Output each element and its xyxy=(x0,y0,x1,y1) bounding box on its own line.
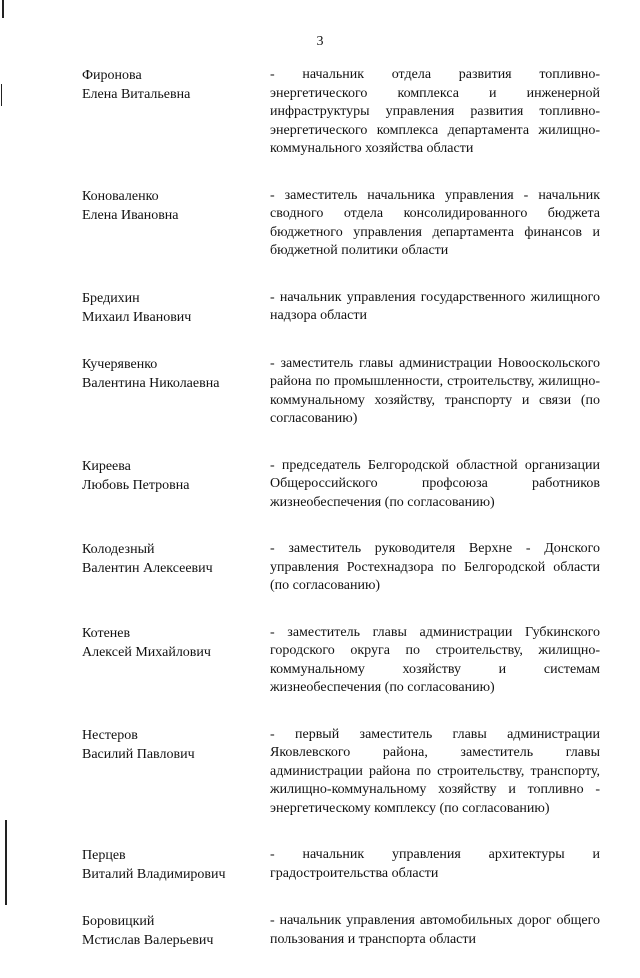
member-given-name: Виталий Владимирович xyxy=(82,867,226,882)
page-number: 3 xyxy=(316,34,324,49)
member-name xyxy=(82,457,270,513)
member-entry xyxy=(82,912,602,950)
member-surname: Кучерявенко xyxy=(82,356,158,372)
member-role: - начальник управления автомобильных дорог общего пользования и транспорта области xyxy=(270,913,600,947)
member-given-name: Елена Витальевна xyxy=(82,87,191,102)
member-surname: Коноваленко xyxy=(82,188,159,204)
member-name xyxy=(82,624,270,698)
scan-edge-mark xyxy=(2,0,4,18)
member-surname: Бредихин xyxy=(82,290,140,306)
member-role: - заместитель главы администрации Губкинского городского округа по строительству, жилищно-коммунальному хозяйству и системам жизнеобеспечения (по согласованию) xyxy=(270,624,600,695)
member-given-name: Елена Ивановна xyxy=(82,207,179,223)
member-name xyxy=(82,289,270,327)
member-surname: Боровицкий xyxy=(82,914,155,929)
member-entry xyxy=(82,624,602,698)
member-entry xyxy=(82,726,602,819)
member-name xyxy=(82,187,270,261)
member-entry xyxy=(82,846,602,884)
member-name xyxy=(82,66,270,159)
member-surname: Колодезный xyxy=(82,542,155,557)
member-name xyxy=(82,846,270,884)
member-entry xyxy=(82,457,602,513)
scan-edge-mark xyxy=(5,820,7,905)
member-surname: Нестеров xyxy=(82,727,138,743)
member-role: - начальник управления архитектуры и градостроительства области xyxy=(270,847,600,881)
member-given-name: Василий Павлович xyxy=(82,746,195,762)
scan-edge-mark xyxy=(1,84,2,106)
member-entry xyxy=(82,540,602,596)
member-list xyxy=(82,66,602,978)
member-role: - начальник управления государственного жилищного надзора области xyxy=(270,289,600,323)
member-surname: Перцев xyxy=(82,848,126,863)
member-given-name: Валентина Николаевна xyxy=(82,375,220,391)
member-given-name: Валентин Алексеевич xyxy=(82,561,213,576)
member-role: - первый заместитель главы администрации Яковлевского района, заместитель главы администрации района по строительству, транспорту, жилищно-коммунальному хозяйству и топливно - энергетическому комплексу (по согласованию) xyxy=(270,726,600,816)
member-role: - начальник отдела развития топливно-энергетического комплекса и инженерной инфраструктуры управления развития топливно-энергетического комплекса департамента жилищно-коммунального хозяйства области xyxy=(270,67,600,156)
member-given-name: Мстислав Валерьевич xyxy=(82,933,214,948)
member-role: - заместитель начальника управления - начальник сводного отдела консолидированного бюджета бюджетного управления департамента финансов и бюджетной политики области xyxy=(270,187,600,258)
member-entry xyxy=(82,66,602,159)
member-name xyxy=(82,355,270,429)
member-name xyxy=(82,726,270,819)
member-given-name: Михаил Иванович xyxy=(82,309,192,325)
member-surname: Фиронова xyxy=(82,68,142,83)
member-surname: Киреева xyxy=(82,458,131,474)
member-entry xyxy=(82,355,602,429)
member-role: - заместитель руководителя Верхне - Донского управления Ростехнадзора по Белгородской области (по согласованию) xyxy=(270,541,600,593)
member-entry xyxy=(82,187,602,261)
member-role: - заместитель главы администрации Новооскольского района по промышленности, строительству, жилищно-коммунальному хозяйству, транспорту и связи (по согласованию) xyxy=(270,355,600,426)
member-entry xyxy=(82,289,602,327)
member-given-name: Алексей Михайлович xyxy=(82,644,211,660)
member-name xyxy=(82,912,270,950)
member-surname: Котенев xyxy=(82,625,131,641)
member-name xyxy=(82,540,270,596)
member-given-name: Любовь Петровна xyxy=(82,477,190,493)
member-role: - председатель Белгородской областной организации Общероссийского профсоюза работников жизнеобеспечения (по согласованию) xyxy=(270,457,600,510)
